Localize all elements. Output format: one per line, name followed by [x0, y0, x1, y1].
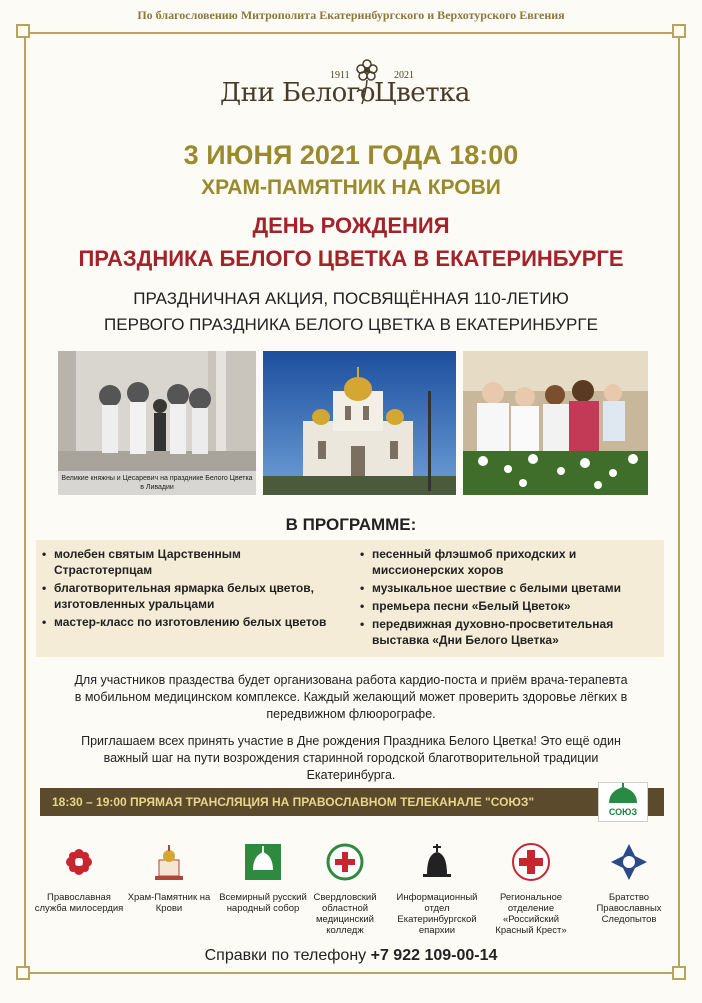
event-subtitle-line2: ПЕРВОГО ПРАЗДНИКА БЕЛОГО ЦВЕТКА В ЕКАТЕРИНБУРГЕ	[104, 315, 598, 334]
event-title-line1: ДЕНЬ РОЖДЕНИЯ	[252, 213, 450, 238]
logo-year-start: 1911	[330, 70, 350, 81]
partner-world-council	[218, 842, 308, 942]
event-logo	[220, 58, 480, 114]
soyuz-channel-logo	[598, 782, 648, 822]
world-council-logo-icon	[243, 842, 283, 882]
partners-row	[34, 842, 674, 942]
page-frame	[24, 32, 680, 974]
soyuz-label: СОЮЗ	[608, 807, 638, 817]
partner-name: Храм-Памятник на Крови	[127, 892, 211, 914]
program-item: • мастер-класс по изготовлению белых цветов	[40, 614, 340, 630]
partner-name: Свердловский областной медицинский колледж	[313, 892, 377, 936]
event-place: ХРАМ-ПАМЯТНИК НА КРОВИ	[201, 176, 501, 199]
blessing-line: По благословению Митрополита Екатеринбургского и Верхотурского Евгения	[137, 8, 565, 22]
partner-eparchy-info	[392, 842, 482, 942]
broadcast-text: 18:30 – 19:00 ПРЯМАЯ ТРАНСЛЯЦИЯ НА ПРАВОСЛАВНОМ ТЕЛЕКАНАЛЕ "СОЮЗ"	[52, 795, 535, 809]
event-title-line2: ПРАЗДНИКА БЕЛОГО ЦВЕТКА В ЕКАТЕРИНБУРГЕ	[78, 246, 624, 271]
partner-name: Православная служба милосердия	[34, 892, 124, 914]
pathfinders-cross-icon	[609, 842, 649, 882]
partner-name: Всемирный русский народный собор	[219, 892, 307, 914]
partner-name: Братство Православных Следопытов	[596, 892, 662, 925]
contact-label: Справки по телефону	[204, 947, 367, 964]
partner-mercy-service	[34, 842, 124, 942]
mercy-service-logo-icon	[59, 842, 99, 882]
program-item: • премьера песни «Белый Цветок»	[358, 598, 658, 614]
frame-corner	[672, 966, 686, 980]
volunteers-photo	[463, 351, 648, 495]
historical-photo-caption: Великие княжны и Цесаревич на празднике Белого Цветка в Ливадии	[61, 475, 253, 491]
partner-pathfinders	[584, 842, 674, 942]
temple-logo-icon	[149, 842, 189, 882]
program-list-left	[40, 546, 340, 632]
logo-left-text: Дни Белого	[220, 78, 375, 108]
program-item: • молебен святым Царственным Страстотерпцам	[40, 546, 340, 578]
contact-line	[0, 947, 702, 965]
eparchy-bell-icon	[417, 842, 457, 882]
frame-corner	[16, 24, 30, 38]
contact-phone[interactable]: +7 922 109-00-14	[370, 947, 498, 964]
broadcast-bar	[40, 788, 664, 816]
event-date-time: 3 ИЮНЯ 2021 ГОДА 18:00	[183, 140, 519, 170]
church-photo	[263, 351, 456, 495]
program-list-right	[358, 546, 658, 650]
partner-name: Информационный отдел Екатеринбургской епархии	[396, 892, 478, 936]
partner-name: Региональное отделение «Российский Красный Крест»	[495, 892, 567, 936]
medical-info-paragraph: Для участников праздества будет организована работа кардио-поста и приём врача-терапевта в мобильном медицинском комплексе. Каждый желающий может проверить здоровье лёгких в передвижном флюорографе.	[74, 673, 628, 721]
frame-corner	[16, 966, 30, 980]
program-item: • музыкальное шествие с белыми цветами	[358, 580, 658, 596]
partner-temple	[124, 842, 214, 942]
invitation-paragraph: Приглашаем всех принять участие в Дне рождения Праздника Белого Цветка! Это ещё один важный шаг на пути возрождения старинной городской благотворительной традиции Екатеринбурга.	[81, 734, 621, 782]
frame-corner	[672, 24, 686, 38]
partner-red-cross	[486, 842, 576, 942]
partner-medical-college	[300, 842, 390, 942]
logo-year-end: 2021	[394, 70, 414, 81]
soyuz-dome-icon	[599, 783, 647, 807]
program-item: • благотворительная ярмарка белых цветов, изготовленных уральцами	[40, 580, 340, 612]
program-box	[36, 540, 664, 657]
program-item: • песенный флэшмоб приходских и миссионерских хоров	[358, 546, 658, 578]
event-subtitle-line1: ПРАЗДНИЧНАЯ АКЦИЯ, ПОСВЯЩЁННАЯ 110-ЛЕТИЮ	[133, 289, 569, 308]
logo-right-text: Цветка	[374, 78, 470, 108]
medical-college-logo-icon	[325, 842, 365, 882]
red-cross-icon	[511, 842, 551, 882]
program-title: В ПРОГРАММЕ:	[285, 515, 417, 534]
program-item: • передвижная духовно-просветительная выставка «Дни Белого Цветка»	[358, 616, 658, 648]
